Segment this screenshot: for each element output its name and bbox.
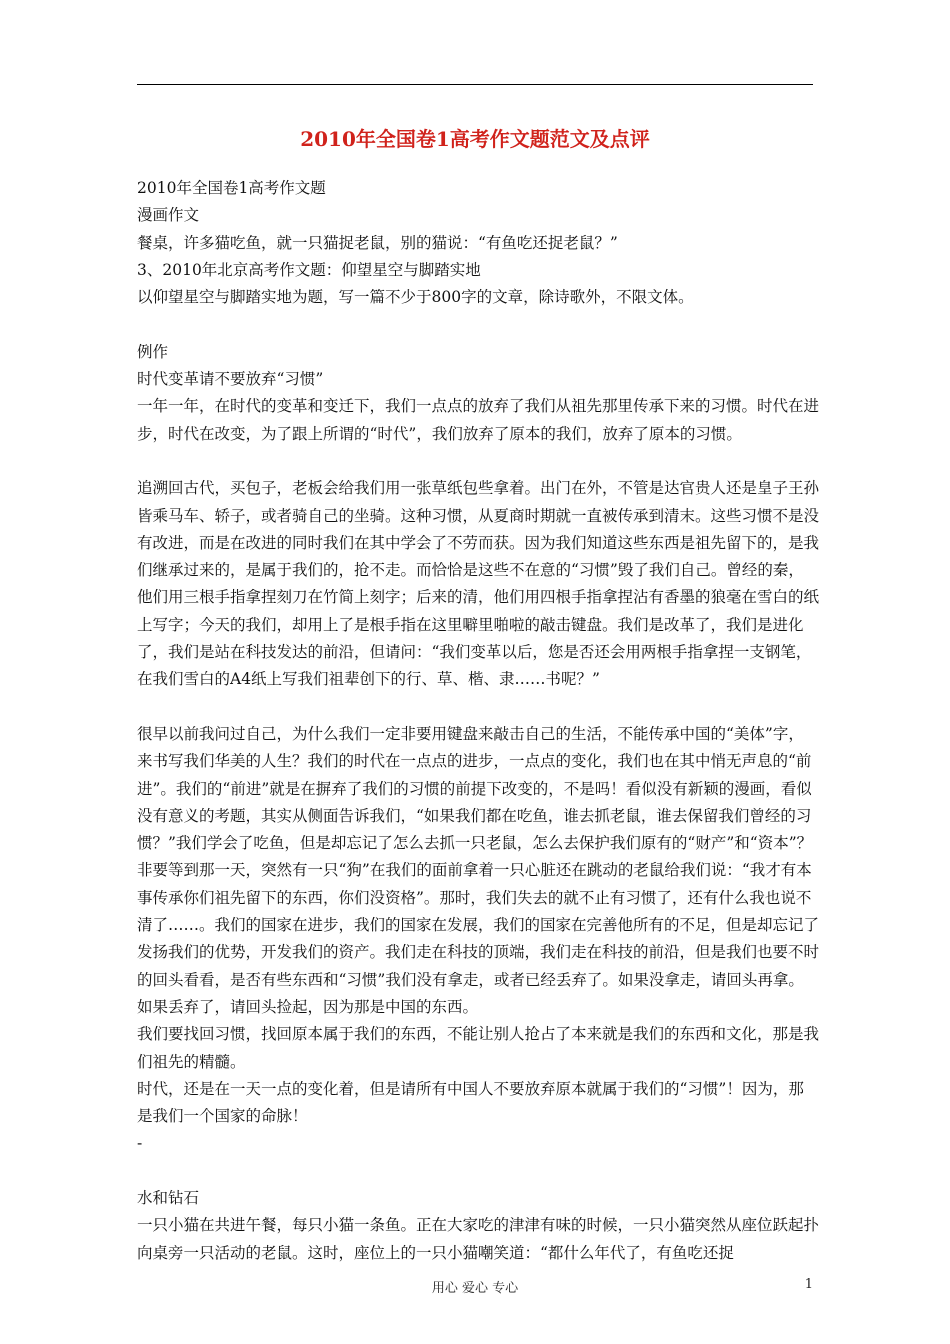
paragraph: 2010年全国卷1高考作文题 (137, 179, 326, 197)
paragraph: 漫画作文 (137, 206, 200, 225)
blank-line (137, 311, 819, 338)
page-number: 1 (804, 1277, 813, 1292)
essay-title: 水和钻石 (137, 1188, 200, 1207)
document-body (137, 175, 819, 1267)
blank-line (137, 1158, 819, 1185)
paragraph: 一年一年，在时代的变革和变迁下，我们一点点的放弃了我们从祖先那里传承下来的习惯。时代在进步，时代在改变，为了跟上所谓的“时代”，我们放弃了原本的我们，放弃了原本的习惯。 (137, 397, 820, 443)
paragraph: 我们要找回习惯，找回原本属于我们的东西，不能让别人抢占了本来就是我们的东西和文化，那是我们祖先的精髓。 (137, 1025, 820, 1071)
paragraph: 3、2010年北京高考作文题：仰望星空与脚踏实地 (137, 260, 481, 279)
footer-motto: 用心 爱心 专心 (431, 1281, 519, 1296)
blank-line (137, 448, 819, 475)
section-label: 例作 (137, 342, 169, 361)
header-rule (137, 84, 813, 85)
document-title: 2010年全国卷1高考作文题范文及点评 (300, 127, 650, 151)
essay-title: 时代变革请不要放弃“习惯” (137, 370, 324, 389)
paragraph: 以仰望星空与脚踏实地为题，写一篇不少于800字的文章，除诗歌外，不限文体。 (137, 288, 694, 307)
paragraph: 追溯回古代，买包子，老板会给我们用一张草纸包些拿着。出门在外，不管是达官贵人还是皇子王孙皆乘马车、轿子，或者骑自己的坐骑。这种习惯，从夏商时期就一直被传承到清末。这些习惯不是没有改进，而是在改进的同时我们在其中学会了不劳而获。因为我们知道这些东西是祖先留下的，是我们继承过来的，是属于我们的，抢不走。而恰恰是这些不在意的“习惯”毁了我们自己。曾经的秦，他们用三根手指拿捏刻刀在竹简上刻字；后来的清，他们用四根手指拿捏沾有香墨的狼毫在雪白的纸上写字；今天的我们，却用上了是根手指在这里噼里啪啦的敲击键盘。我们是改革了，我们是进化了，我们是站在科技发达的前沿，但请问：“我们变革以后，您是否还会用两根手指拿捏一支钢笔，在我们雪白的A4纸上写我们祖辈创下的行、草、楷、隶……书呢？” (137, 479, 820, 689)
paragraph: 时代，还是在一天一点的变化着，但是请所有中国人不要放弃原本就属于我们的“习惯”！因为，那是我们一个国家的命脉！ (137, 1079, 804, 1126)
paragraph: 一只小猫在共进午餐，每只小猫一条鱼。正在大家吃的津津有味的时候，一只小猫突然从座位跃起扑向桌旁一只活动的老鼠。这时，座位上的一只小猫嘲笑道：“都什么年代了，有鱼吃还捉 (137, 1216, 820, 1262)
paragraph: 餐桌，许多猫吃鱼，就一只猫捉老鼠，别的猫说：“有鱼吃还捉老鼠？” (137, 233, 618, 252)
paragraph: 很早以前我问过自己，为什么我们一定非要用键盘来敲击自己的生活，不能传承中国的“美体”字，来书写我们华美的人生？我们的时代在一点点的进步，一点点的变化，我们也在其中悄无声息的“前进”。我们的“前进”就是在摒弃了我们的习惯的前提下改变的，不是吗！看似没有新颖的漫画，看似没有意义的考题，其实从侧面告诉我们，“如果我们都在吃鱼，谁去抓老鼠，谁去保留我们曾经的习惯？”我们学会了吃鱼，但是却忘记了怎么去抓一只老鼠，怎么去保护我们原有的“财产”和“资本”？非要等到那一天，突然有一只“狗”在我们的面前拿着一只心脏还在跳动的老鼠给我们说：“我才有本事传承你们祖先留下的东西，你们没资格”。那时，我们失去的就不止有习惯了，还有什么我也说不清了……。我们的国家在进步，我们的国家在发展，我们的国家在完善他所有的不足，但是却忘记了发扬我们的优势，开发我们的资产。我们走在科技的顶端，我们走在科技的前沿，但是我们也要不时的回头看看，是否有些东西和“习惯”我们没有拿走，或者已经丢弃了。如果没拿走，请回头再拿。如果丢弃了，请回头捡起，因为那是中国的东西。 (137, 724, 820, 1016)
blank-line (137, 694, 819, 721)
separator-dash: - (137, 1134, 143, 1153)
